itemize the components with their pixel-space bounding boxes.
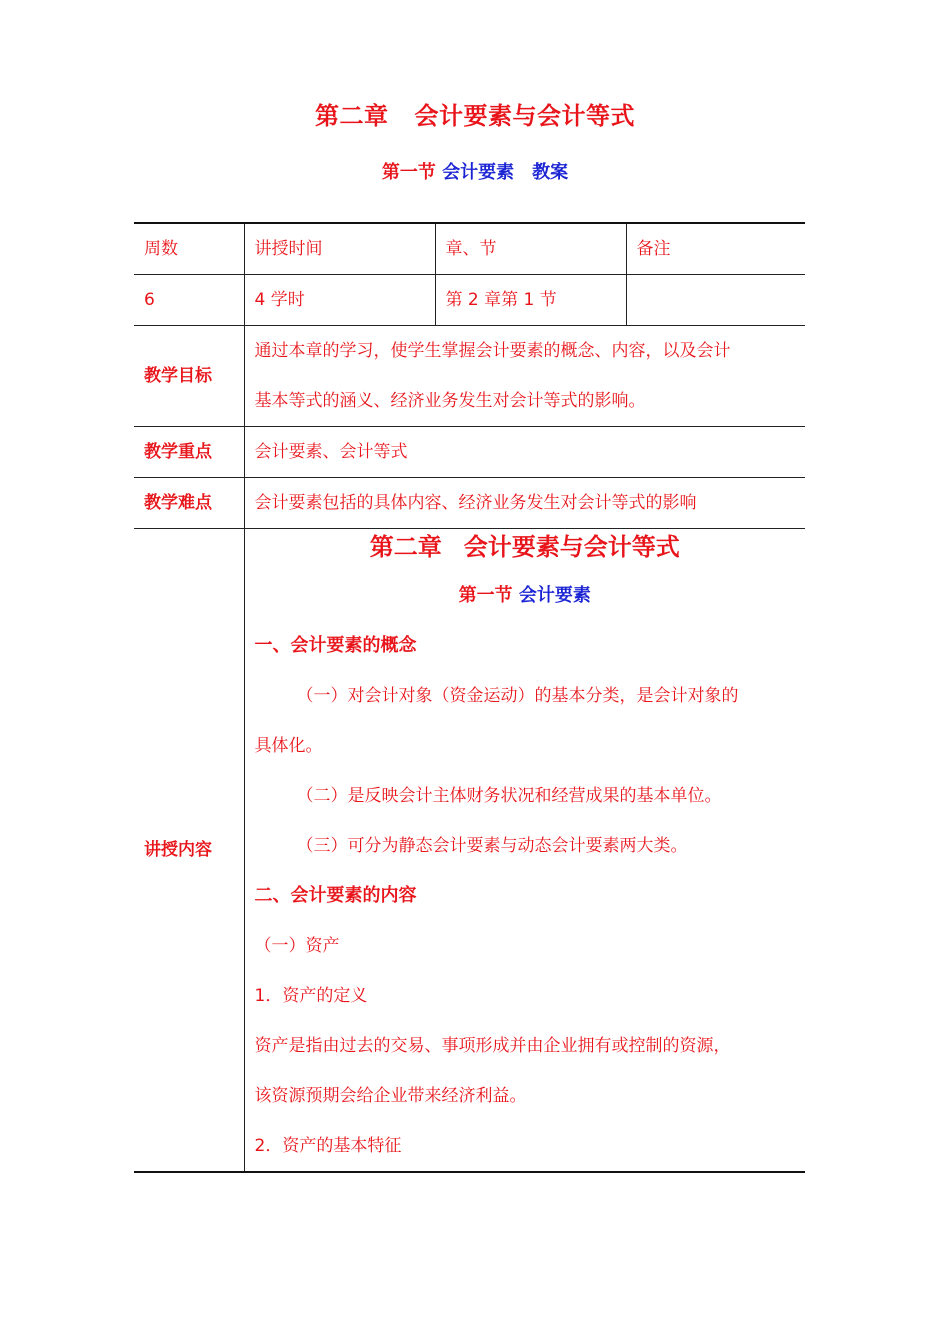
definition-line-1: 资产是指由过去的交易、事项形成并由企业拥有或控制的资源， xyxy=(254,1036,731,1056)
paragraph-3: （三）可分为静态会计要素与动态会计要素两大类。 xyxy=(296,836,688,856)
subheading-asset-definition: 1．资产的定义 xyxy=(254,986,368,1006)
value-cell-notes xyxy=(626,275,805,326)
objective-line-2: 基本等式的涵义、经济业务发生对会计等式的影响。 xyxy=(254,391,646,411)
heading-content: 二、会计要素的内容 xyxy=(254,885,417,906)
table-header-row xyxy=(134,223,805,275)
subheading-asset-features: 2．资产的基本特征 xyxy=(254,1136,402,1156)
focus-label: 教学重点 xyxy=(134,427,244,478)
value-cell-weeks: 6 xyxy=(134,275,244,326)
content-section: 第一节 xyxy=(458,585,513,606)
focus-row xyxy=(134,427,805,478)
value-cell-time: 4 学时 xyxy=(244,275,435,326)
content-section-title xyxy=(255,571,796,621)
difficulty-text: 会计要素包括的具体内容、经济业务发生对会计等式的影响 xyxy=(244,478,805,529)
content-chapter-title xyxy=(255,529,796,565)
header-cell-weeks: 周数 xyxy=(134,223,244,275)
difficulty-label: 教学难点 xyxy=(134,478,244,529)
value-cell-chapter: 第 2 章第 1 节 xyxy=(435,275,626,326)
page-subtitle xyxy=(0,158,950,184)
content-label: 讲授内容 xyxy=(134,529,244,1173)
paragraph-1-line-2: 具体化。 xyxy=(254,736,323,756)
header-cell-notes: 备注 xyxy=(626,223,805,275)
subtitle-topic: 会计要素 xyxy=(442,162,515,183)
content-chapter: 第二章 xyxy=(369,533,442,561)
objective-line-1: 通过本章的学习，使学生掌握会计要素的概念、内容，以及会计 xyxy=(254,341,731,361)
subheading-assets: （一）资产 xyxy=(254,936,340,956)
header-cell-time: 讲授时间 xyxy=(244,223,435,275)
difficulty-row xyxy=(134,478,805,529)
table-value-row xyxy=(134,275,805,326)
paragraph-2: （二）是反映会计主体财务状况和经营成果的基本单位。 xyxy=(296,786,722,806)
paragraph-1-line-1: （一）对会计对象（资金运动）的基本分类，是会计对象的 xyxy=(296,686,739,706)
lesson-plan-table xyxy=(134,222,805,1173)
definition-line-2: 该资源预期会给企业带来经济利益。 xyxy=(254,1086,527,1106)
title-name: 会计要素与会计等式 xyxy=(414,102,635,130)
header-cell-chapter: 章、节 xyxy=(435,223,626,275)
page-title xyxy=(0,96,950,131)
objective-label: 教学目标 xyxy=(134,326,244,427)
content-section-name: 会计要素 xyxy=(518,585,591,606)
subtitle-section: 第一节 xyxy=(381,162,436,183)
content-row xyxy=(134,529,805,1173)
objective-text xyxy=(244,326,805,427)
content-body xyxy=(244,529,805,1173)
subtitle-doc: 教案 xyxy=(532,162,569,183)
title-chapter: 第二章 xyxy=(315,102,389,130)
heading-concept: 一、会计要素的概念 xyxy=(254,635,417,656)
objective-row xyxy=(134,326,805,427)
content-chapter-name: 会计要素与会计等式 xyxy=(463,533,680,561)
focus-text: 会计要素、会计等式 xyxy=(244,427,805,478)
